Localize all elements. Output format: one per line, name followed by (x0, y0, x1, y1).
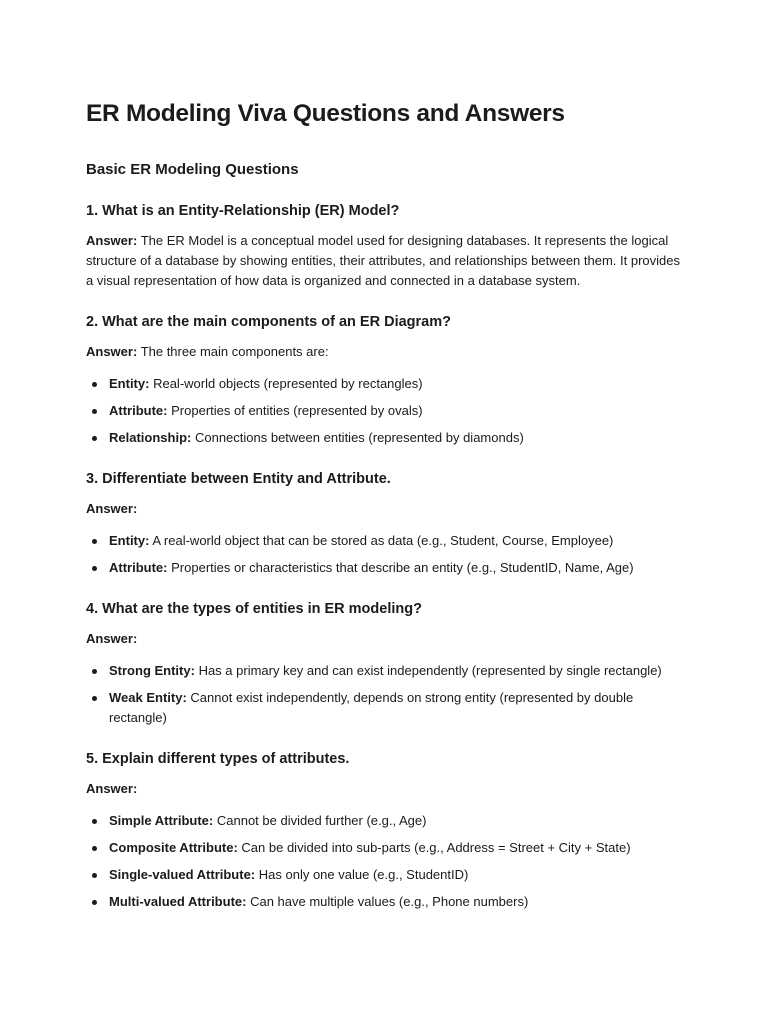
list-item-term: Entity: (109, 533, 150, 548)
question-3-answer-label: Answer: (86, 501, 138, 516)
list-item-term: Attribute: (109, 403, 168, 418)
list-item-desc: Has a primary key and can exist independently (represented by single rectangle) (198, 663, 662, 678)
list-item-term: Multi-valued Attribute: (109, 894, 247, 909)
answer-label: Answer: (86, 344, 138, 359)
bullet-icon (92, 382, 97, 387)
list-item-desc: Can be divided into sub-parts (e.g., Address = Street + City + State) (241, 840, 631, 855)
list-item (86, 401, 682, 421)
question-2-heading: 2. What are the main components of an ER Diagram? (86, 314, 451, 330)
list-item-desc: Real-world objects (represented by rectangles) (153, 376, 423, 391)
question-5-list (86, 811, 682, 912)
list-item-term: Composite Attribute: (109, 840, 238, 855)
answer-text: The three main components are: (140, 344, 329, 359)
bullet-icon (92, 846, 97, 851)
bullet-icon (92, 669, 97, 674)
list-item-term: Relationship: (109, 430, 192, 445)
list-item-desc: A real-world object that can be stored as data (e.g., Student, Course, Employee) (152, 533, 614, 548)
page-title: ER Modeling Viva Questions and Answers (86, 100, 565, 127)
list-item-desc: Properties of entities (represented by ovals) (171, 403, 423, 418)
list-item (86, 688, 682, 728)
list-item-desc: Properties or characteristics that describe an entity (e.g., StudentID, Name, Age) (171, 560, 634, 575)
bullet-icon (92, 873, 97, 878)
question-5-heading: 5. Explain different types of attributes. (86, 751, 350, 767)
bullet-icon (92, 566, 97, 571)
bullet-icon (92, 409, 97, 414)
list-item (86, 811, 682, 831)
bullet-icon (92, 819, 97, 824)
list-item-term: Simple Attribute: (109, 813, 214, 828)
bullet-icon (92, 539, 97, 544)
list-item-term: Entity: (109, 376, 150, 391)
answer-label: Answer: (86, 233, 138, 248)
question-5-answer-label: Answer: (86, 781, 138, 796)
question-4-list (86, 661, 682, 728)
list-item (86, 661, 682, 681)
answer-text: The ER Model is a conceptual model used for designing databases. It represents the logical structure of a database by showing entities, their attributes, and relationships between them. It provides a visual representation of how data is organized and connected in a database system. (86, 233, 681, 288)
list-item (86, 558, 682, 578)
bullet-icon (92, 900, 97, 905)
bullet-icon (92, 696, 97, 701)
list-item (86, 374, 682, 394)
bullet-icon (92, 436, 97, 441)
list-item (86, 428, 682, 448)
list-item-desc: Connections between entities (represented by diamonds) (194, 430, 524, 445)
question-2-list (86, 374, 682, 448)
question-1-heading: 1. What is an Entity-Relationship (ER) Model? (86, 203, 400, 219)
question-3-list (86, 531, 682, 578)
list-item (86, 531, 682, 551)
list-item-desc: Can have multiple values (e.g., Phone numbers) (250, 894, 529, 909)
list-item-term: Strong Entity: (109, 663, 195, 678)
list-item-term: Single-valued Attribute: (109, 867, 256, 882)
question-4-answer-label: Answer: (86, 631, 138, 646)
list-item (86, 838, 682, 858)
list-item-term: Weak Entity: (109, 690, 187, 705)
question-1-answer (86, 231, 682, 291)
list-item-desc: Has only one value (e.g., StudentID) (258, 867, 469, 882)
list-item (86, 865, 682, 885)
list-item-term: Attribute: (109, 560, 168, 575)
list-item-desc: Cannot be divided further (e.g., Age) (216, 813, 427, 828)
question-2-answer (86, 342, 682, 362)
section-title: Basic ER Modeling Questions (86, 161, 299, 178)
list-item-desc: Cannot exist independently, depends on strong entity (represented by double rectangle) (109, 690, 634, 725)
list-item (86, 892, 682, 912)
question-3-heading: 3. Differentiate between Entity and Attribute. (86, 471, 391, 487)
question-4-heading: 4. What are the types of entities in ER modeling? (86, 601, 422, 617)
